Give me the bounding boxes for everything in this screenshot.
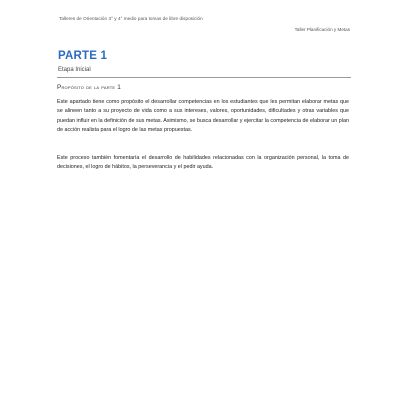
- body-paragraph-2: Este proceso también fomentaría el desarrollo de habilidades relacionadas con la organización personal, la toma de decisiones, el logro de hábitos, la perseverancia y el pedir ayuda.: [57, 155, 349, 171]
- part-title: PARTE 1: [58, 50, 108, 62]
- body-paragraph-1: Este apartado tiene como propósito el desarrollar competencias en los estudiantes que les permitan elaborar metas que se alineen tanto a su proyecto de vida como a sus intereses, valores, oportunidades, dificultades y otras variables que puedan influir en la definición de sus metas. Asimismo, se busca desarrollar y ejercitar la competencia de elaborar un plan de acción realista para el logro de las metas propuestas.: [57, 99, 349, 134]
- stage-subtitle: Etapa Inicial: [58, 67, 91, 73]
- purpose-heading: Propósito de la parte 1: [57, 84, 121, 91]
- section-divider: [57, 77, 351, 78]
- running-header-right: Taller Planificación y Metas: [294, 27, 350, 32]
- running-header-left: Talleres de Orientación 3° y 4° medio para tomas de libre disposición: [59, 16, 203, 21]
